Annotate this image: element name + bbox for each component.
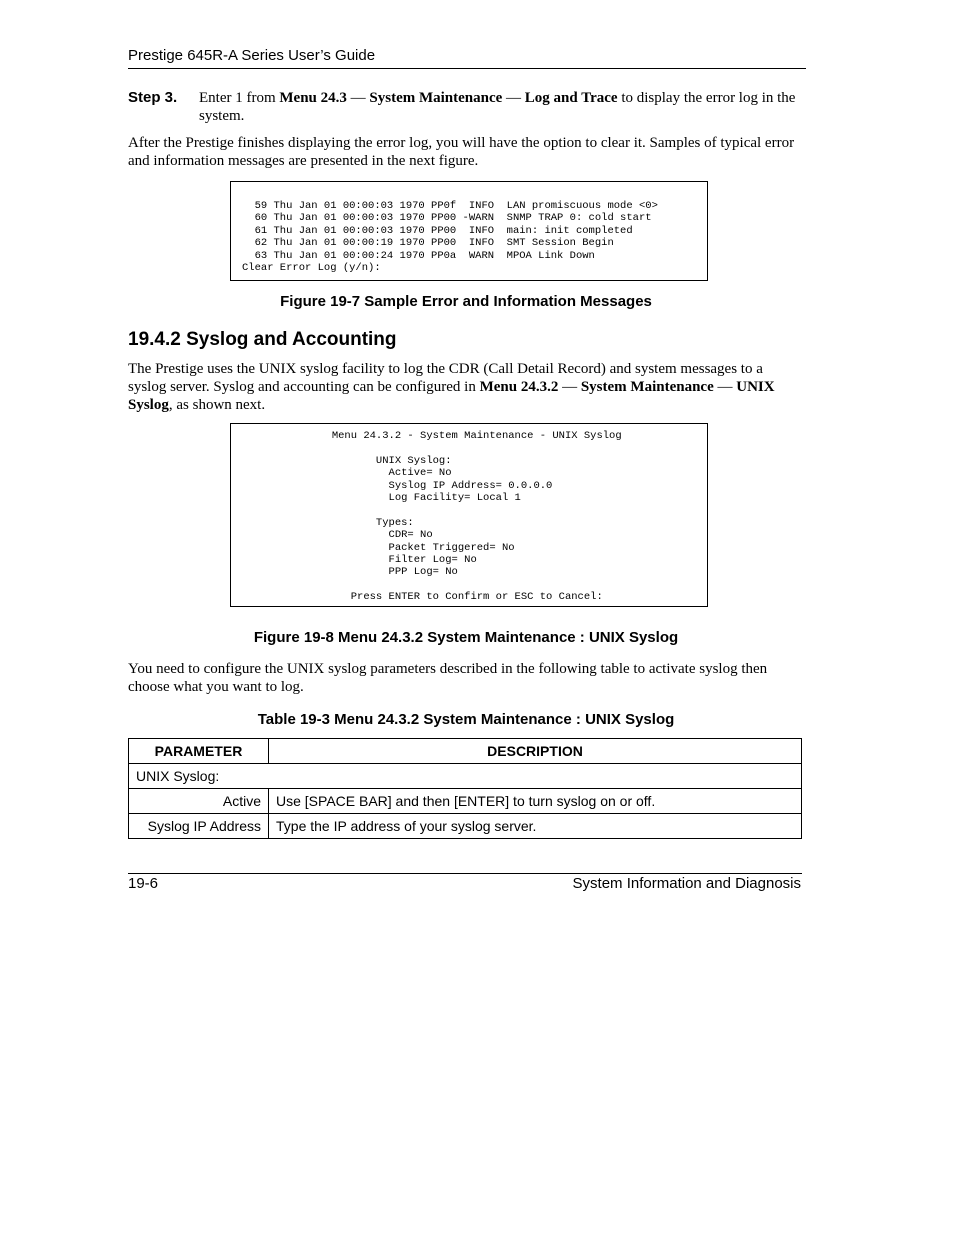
param-name: Active xyxy=(129,789,269,814)
blank-line xyxy=(231,504,707,516)
table-row xyxy=(129,814,802,839)
blank-line xyxy=(231,442,707,454)
log-line: 62 Thu Jan 01 00:00:19 1970 PP00 INFO SMT Session Begin xyxy=(242,237,614,250)
unix-syslog-label: UNIX Syslog: xyxy=(231,454,452,467)
syslog-ip-field: Syslog IP Address= 0.0.0.0 xyxy=(231,479,553,492)
confirm-prompt: Press ENTER to Confirm or ESC to Cancel: xyxy=(231,591,603,604)
log-line: 60 Thu Jan 01 00:00:03 1970 PP00 -WARN SNMP TRAP 0: cold start xyxy=(242,212,652,225)
types-label: Types: xyxy=(231,516,414,529)
footer-rule xyxy=(128,873,802,874)
table-group-row xyxy=(129,764,802,789)
param-name: Syslog IP Address xyxy=(129,814,269,839)
blank-line xyxy=(231,579,707,591)
para-unix-syslog: UNIX Syslog xyxy=(128,379,775,413)
chapter-title: System Information and Diagnosis xyxy=(572,875,801,892)
error-log-text xyxy=(242,200,658,274)
log-line: 59 Thu Jan 01 00:00:03 1970 PP0f INFO LAN promiscuous mode <0> xyxy=(242,200,658,212)
parameter-table xyxy=(128,738,802,839)
para-system-maintenance: System Maintenance xyxy=(580,379,714,395)
error-log-screen xyxy=(230,181,708,281)
section-heading: 19.4.2 Syslog and Accounting xyxy=(128,329,397,350)
header-parameter: PARAMETER xyxy=(129,739,269,764)
step-system-maintenance: System Maintenance xyxy=(369,90,503,106)
step-text-part: Enter 1 from xyxy=(199,90,280,106)
page-number: 19-6 xyxy=(128,875,159,892)
table-caption-19-3: Table 19-3 Menu 24.3.2 System Maintenance : UNIX Syslog xyxy=(257,711,675,728)
param-description: Type the IP address of your syslog server. xyxy=(269,814,802,839)
para-text-part: , as shown next. xyxy=(168,397,266,413)
clear-log-prompt: Clear Error Log (y/n): xyxy=(242,261,381,274)
unix-syslog-text xyxy=(231,430,707,603)
step-label: Step 3. xyxy=(128,89,178,106)
packet-triggered-field: Packet Triggered= No xyxy=(231,541,515,554)
paragraph-syslog xyxy=(128,360,804,414)
paragraph-configure: You need to configure the UNIX syslog parameters described in the following table to activate syslog then choose what you want to log. xyxy=(128,661,768,695)
step-text-part: to display the error log in the system. xyxy=(199,90,796,124)
menu-title-line: Menu 24.3.2 - System Maintenance - UNIX Syslog xyxy=(231,430,622,442)
para-dash: — xyxy=(713,379,737,395)
param-description: Use [SPACE BAR] and then [ENTER] to turn syslog on or off. xyxy=(269,789,802,814)
figure-caption-19-7: Figure 19-7 Sample Error and Information Messages xyxy=(280,293,652,310)
cdr-field: CDR= No xyxy=(231,529,433,542)
para-text-part: The Prestige uses the UNIX syslog facility to log the CDR (Call Detail Record) and system messages to a syslog server. Syslog and accounting can be configured in xyxy=(128,361,763,395)
log-line: 61 Thu Jan 01 00:00:03 1970 PP00 INFO main: init completed xyxy=(242,224,633,237)
group-unix-syslog: UNIX Syslog: xyxy=(129,764,802,789)
header-rule xyxy=(128,68,806,69)
running-header: Prestige 645R-A Series User’s Guide xyxy=(128,47,376,64)
table-header-row xyxy=(129,739,802,764)
para-dash: — xyxy=(558,379,581,395)
log-facility-field: Log Facility= Local 1 xyxy=(231,491,521,504)
step-dash: — xyxy=(346,90,370,106)
ppp-log-field: PPP Log= No xyxy=(231,566,458,579)
table-row xyxy=(129,789,802,814)
step-text xyxy=(199,89,804,125)
step-dash: — xyxy=(502,90,525,106)
unix-syslog-screen xyxy=(230,423,708,607)
active-field: Active= No xyxy=(231,467,452,480)
paragraph-error-log: After the Prestige finishes displaying the error log, you will have the option to clear it. Samples of typical error and information messages are presented in the next figure. xyxy=(128,135,795,169)
step-menu-ref: Menu 24.3 xyxy=(279,90,347,106)
step-log-and-trace: Log and Trace xyxy=(524,90,618,106)
para-menu-ref: Menu 24.3.2 xyxy=(479,379,559,395)
log-line: 63 Thu Jan 01 00:00:24 1970 PP0a WARN MPOA Link Down xyxy=(242,249,595,262)
figure-caption-19-8: Figure 19-8 Menu 24.3.2 System Maintenance : UNIX Syslog xyxy=(253,629,679,646)
header-description: DESCRIPTION xyxy=(269,739,802,764)
filter-log-field: Filter Log= No xyxy=(231,553,477,566)
